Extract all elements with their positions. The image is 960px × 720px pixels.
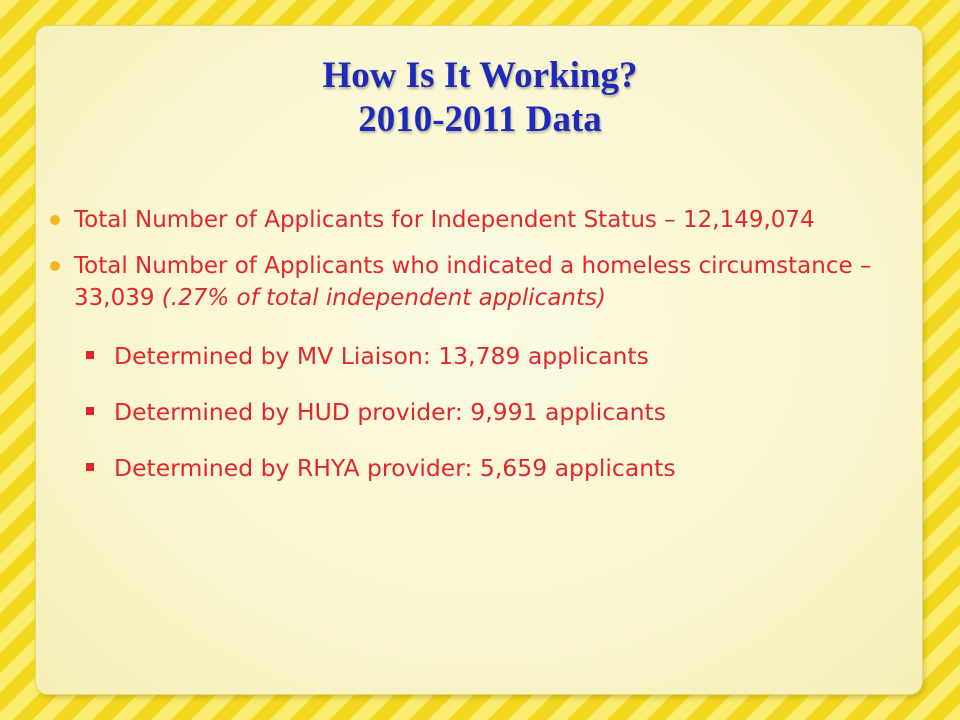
slide-content bbox=[74, 204, 904, 508]
bullet-item bbox=[74, 204, 904, 236]
bullet-item bbox=[74, 250, 904, 314]
title-line-1: How Is It Working? bbox=[322, 55, 638, 96]
square-bullet-icon bbox=[86, 351, 94, 359]
slide-title bbox=[0, 54, 960, 142]
sub-bullet-item bbox=[74, 396, 904, 428]
bullet-text: Total Number of Applicants who indicated a homeless circumstance – 33,039 bbox=[74, 253, 872, 311]
bullet-text: Total Number of Applicants for Independent Status – 12,149,074 bbox=[74, 207, 815, 233]
bullet-dot-icon bbox=[50, 261, 60, 271]
sub-bullet-list bbox=[74, 340, 904, 484]
title-line-2: 2010-2011 Data bbox=[358, 99, 602, 140]
bullet-italic-note: (.27% of total independent applicants) bbox=[161, 285, 606, 311]
square-bullet-icon bbox=[86, 463, 94, 471]
bullet-dot-icon bbox=[50, 215, 60, 225]
sub-bullet-text: Determined by HUD provider: 9,991 applicants bbox=[114, 398, 666, 426]
square-bullet-icon bbox=[86, 407, 94, 415]
sub-bullet-item bbox=[74, 340, 904, 372]
sub-bullet-text: Determined by RHYA provider: 5,659 applicants bbox=[114, 454, 676, 482]
sub-bullet-text: Determined by MV Liaison: 13,789 applicants bbox=[114, 342, 649, 370]
sub-bullet-item bbox=[74, 452, 904, 484]
